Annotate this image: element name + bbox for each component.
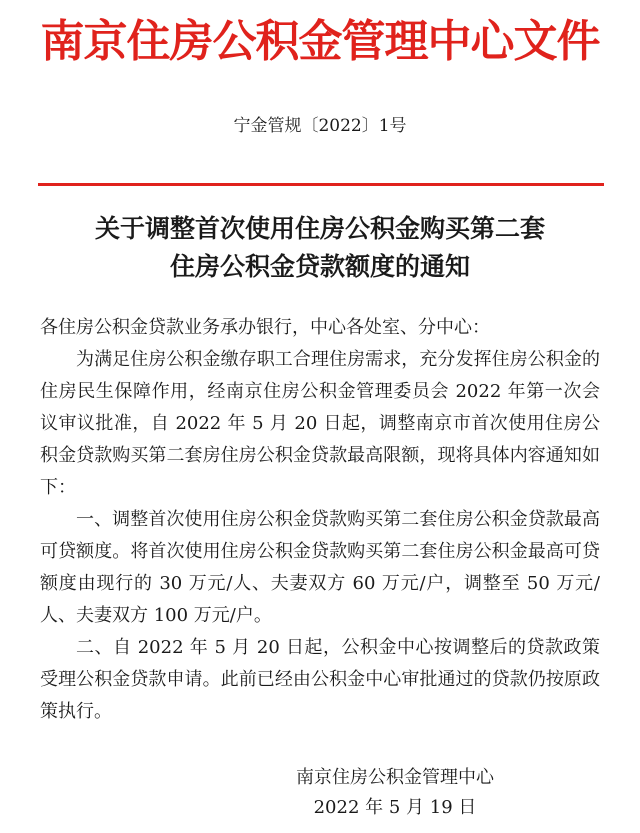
issue-date: 2022 年 5 月 19 日 xyxy=(313,797,477,818)
body-paragraph-item-1: 一、调整首次使用住房公积金贷款购买第二套住房公积金贷款最高可贷额度。将首次使用住房公积金贷款购买第二套住房公积金最高可贷额度由现行的 30 万元/人、夫妻双方 60 万元/户，调整至 50 万元/人、夫妻双方 100 万元/户。 xyxy=(40,509,600,626)
red-divider-line xyxy=(38,183,604,186)
body-paragraph-intro: 为满足住房公积金缴存职工合理住房需求，充分发挥住房公积金的住房民生保障作用，经南京住房公积金管理委员会 2022 年第一次会议审议批准，自 2022 年 5 月 20 日起，调整南京市首次使用住房公积金贷款购买第二套房住房公积金贷款最高限额，现将具体内容通知如下： xyxy=(40,349,600,498)
notice-title-line-2: 住房公积金贷款额度的通知 xyxy=(169,252,470,281)
body-paragraph-item-2: 二、自 2022 年 5 月 20 日起，公积金中心按调整后的贷款政策受理公积金贷款申请。此前已经由公积金中心审批通过的贷款仍按原政策执行。 xyxy=(40,637,600,722)
salutation: 各住房公积金贷款业务承办银行，中心各处室、分中心： xyxy=(40,317,490,338)
notice-title xyxy=(0,210,640,286)
signature-block xyxy=(270,763,520,823)
document-number: 宁金管规〔2022〕1号 xyxy=(233,116,407,136)
notice-body xyxy=(40,312,600,728)
issuer-name: 南京住房公积金管理中心 xyxy=(296,767,494,788)
notice-title-line-1: 关于调整首次使用住房公积金购买第二套 xyxy=(94,214,545,243)
document-header-title: 南京住房公积金管理中心文件 xyxy=(40,16,600,67)
